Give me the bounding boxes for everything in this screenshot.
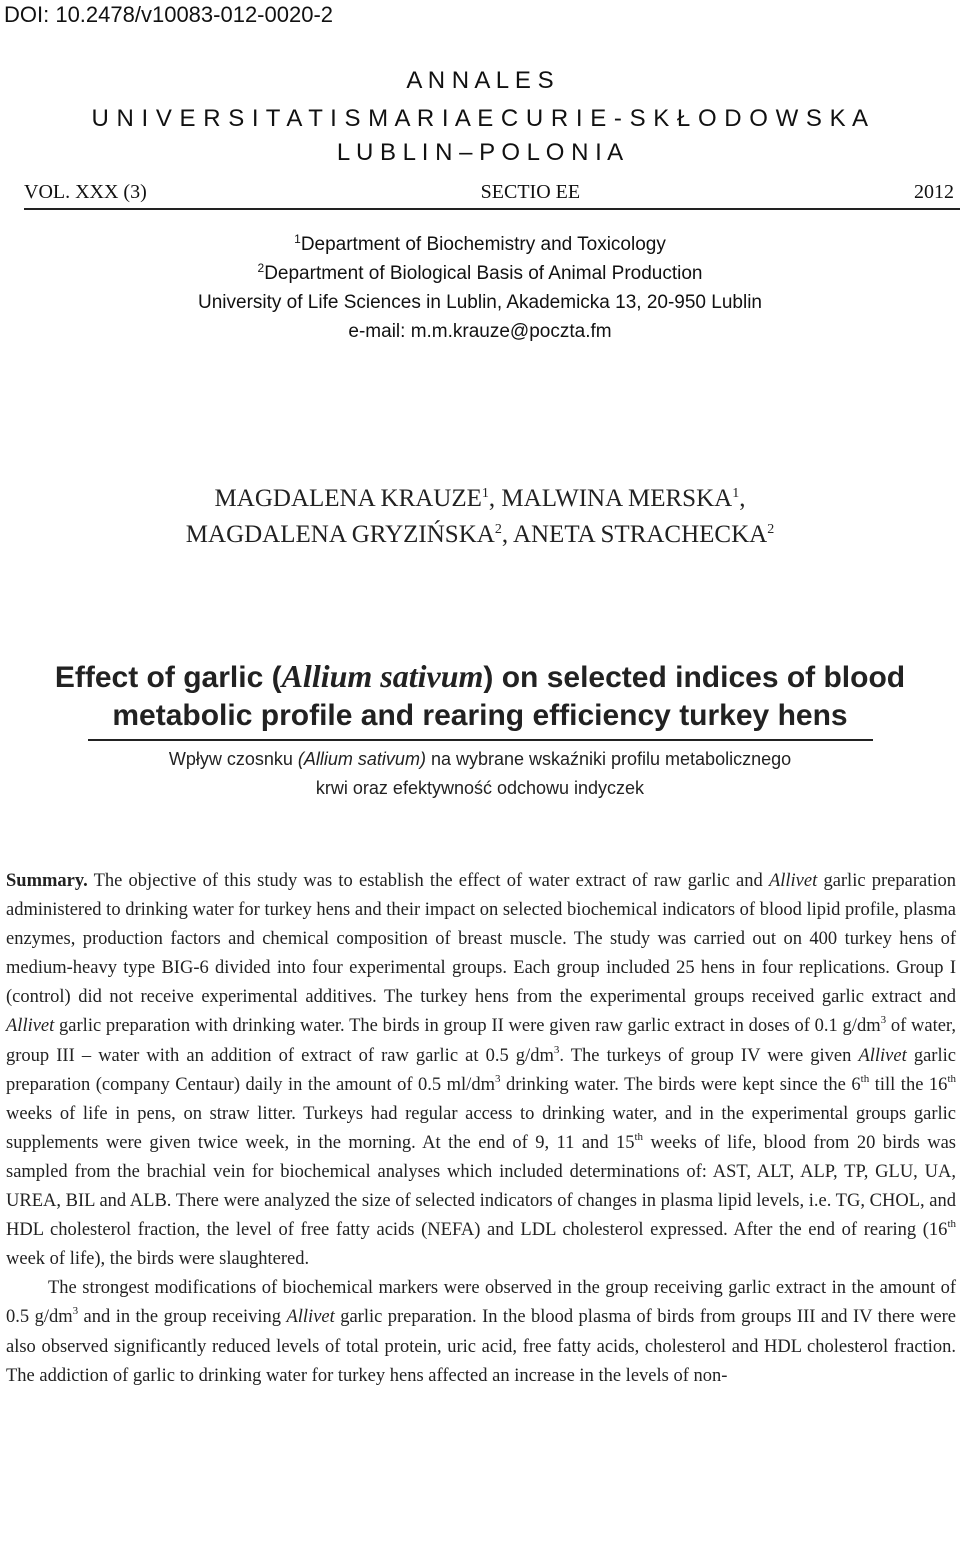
superscript: th xyxy=(947,1218,956,1231)
summary-text: The strongest modifications of biochemical markers were observed in the group receiving garlic extract in the amount of 0.5 g/dm xyxy=(6,1278,956,1328)
author-2: , MALWINA MERSKA xyxy=(488,485,733,512)
authors-line2 xyxy=(0,517,960,553)
italic-term: Allivet xyxy=(286,1307,335,1328)
summary-text: weeks of life, blood from 20 birds was sampled from the brachial vein for biochemical analyses which included determinations of: AST, ALT, ALP, TP, GLU, UA, UREA, BIL and ALB. There were analyzed the size of selected indicators of changes in plasma lipid levels, i.e. TG, CHOL, and HDL cholesterol fraction, the level of free fatty acids (NEFA) and LDL cholesterol expressed. After the end of rearing (16 xyxy=(6,1132,956,1241)
author-4: , ANETA STRACHECKA xyxy=(501,521,768,548)
author-3-mark: 2 xyxy=(494,522,502,537)
author-1: MAGDALENA KRAUZE xyxy=(214,485,482,512)
header-rule xyxy=(24,208,960,210)
summary-text: till the 16 xyxy=(869,1074,948,1095)
superscript: th xyxy=(634,1130,644,1143)
university-address: University of Life Sciences in Lublin, Akademicka 13, 20-950 Lublin xyxy=(198,292,762,313)
doi-label: DOI: 10.2478/v10083-012-0020-2 xyxy=(4,2,334,27)
superscript: 3 xyxy=(494,1072,501,1085)
italic-term: Allivet xyxy=(858,1045,907,1066)
affiliation-1 xyxy=(0,230,960,259)
title-text: Effect of garlic ( xyxy=(54,661,282,694)
summary-text: garlic preparation (company Centaur) daily in the amount of 0.5 ml/dm xyxy=(6,1045,956,1095)
summary-text: garlic preparation administered to drinking water for turkey hens and their impact on selected biochemical indicators of blood lipid profile, plasma enzymes, production factors and chemical composition of breast muscle. The study was carried out on 400 turkey hens of medium-heavy type BIG-6 divided into four experimental groups. Each group included 25 hens in four replications. Group I (control) did not receive experimental additives. The turkey hens from the experimental groups received garlic extract and xyxy=(6,871,956,1008)
superscript: th xyxy=(860,1072,870,1085)
summary-paragraph-1 xyxy=(6,867,956,1274)
title-species: Allium sativum xyxy=(281,658,484,694)
summary-text: garlic preparation with drinking water. The birds in group II were given raw garlic extract in doses of 0.1 g/dm xyxy=(54,1016,881,1037)
summary-text: The objective of this study was to establish the effect of water extract of raw garlic and xyxy=(87,871,769,891)
summary-text: . The turkeys of group IV were given xyxy=(559,1045,859,1066)
superscript: 3 xyxy=(553,1043,560,1056)
summary-label: Summary. xyxy=(6,871,88,891)
polish-title-line2: krwi oraz efektywność odchowu indyczek xyxy=(315,778,645,798)
polish-title-species: (Allium sativum) xyxy=(297,749,426,769)
summary-text: and in the group receiving xyxy=(78,1307,287,1328)
author-4-mark: 2 xyxy=(767,522,775,537)
article-title-line2: metabolic profile and rearing efficiency turkey hens xyxy=(112,699,848,732)
summary-section xyxy=(6,867,956,1391)
summary-text: weeks of life in pens, on straw litter. Turkeys had regular access to drinking water, and in the experimental groups garlic supplements were given twice week, in the morning. At the end of 9, 11 and 15 xyxy=(6,1103,956,1153)
superscript: 3 xyxy=(72,1305,79,1318)
author-1-mark: 1 xyxy=(481,486,489,501)
author-2-mark: 1 xyxy=(732,486,740,501)
year-label: 2012 xyxy=(913,181,954,203)
polish-title-line1 xyxy=(0,744,960,774)
affiliation-2 xyxy=(0,259,960,288)
italic-term: Allivet xyxy=(768,871,818,891)
superscript: th xyxy=(947,1072,956,1085)
journal-name-line2: U N I V E R S I T A T I S M A R I A E C U R I E - S K Ł O D O W S K A xyxy=(91,105,869,132)
summary-text: drinking water. The birds were kept since the 6 xyxy=(500,1074,861,1095)
author-3: MAGDALENA GRYZIŃSKA xyxy=(185,521,495,548)
title-text: ) on selected indices of blood xyxy=(483,661,906,694)
polish-title-text: Wpływ czosnku xyxy=(168,749,298,769)
italic-term: Allivet xyxy=(6,1016,55,1037)
summary-text: of water, group III – water with an addition of extract of raw garlic at 0.5 g/dm xyxy=(6,1016,956,1066)
affiliation-1-mark: 1 xyxy=(294,232,301,246)
article-title-line1 xyxy=(0,656,960,698)
journal-name-line3: L U B L I N – P O L O N I A xyxy=(336,139,624,166)
summary-paragraph-2 xyxy=(6,1274,956,1390)
affiliation-2-text: Department of Biological Basis of Animal Production xyxy=(264,263,703,284)
authors-line1 xyxy=(0,481,960,517)
journal-name-line1: A N N A L E S xyxy=(406,67,554,94)
authors-line1-end: , xyxy=(739,485,746,512)
affiliation-2-mark: 2 xyxy=(257,261,265,275)
summary-text: week of life), the birds were slaughtered. xyxy=(6,1249,310,1270)
affiliation-1-text: Department of Biochemistry and Toxicology xyxy=(300,234,666,255)
section-label: SECTIO EE xyxy=(480,181,581,203)
superscript: 3 xyxy=(880,1014,887,1027)
volume-label: VOL. XXX (3) xyxy=(24,181,147,203)
journal-issue-line xyxy=(24,178,954,206)
title-rule xyxy=(88,739,873,741)
polish-title-text: na wybrane wskaźniki profilu metabolicznego xyxy=(425,749,792,769)
summary-text: garlic preparation. In the blood plasma of birds from groups III and IV there were also observed significantly reduced levels of total protein, uric acid, free fatty acids, cholesterol and HDL cholesterol fraction. The addiction of garlic to drinking water for turkey hens affected an increase in the levels of non- xyxy=(6,1307,956,1386)
contact-email: e-mail: m.m.krauze@poczta.fm xyxy=(348,321,612,342)
